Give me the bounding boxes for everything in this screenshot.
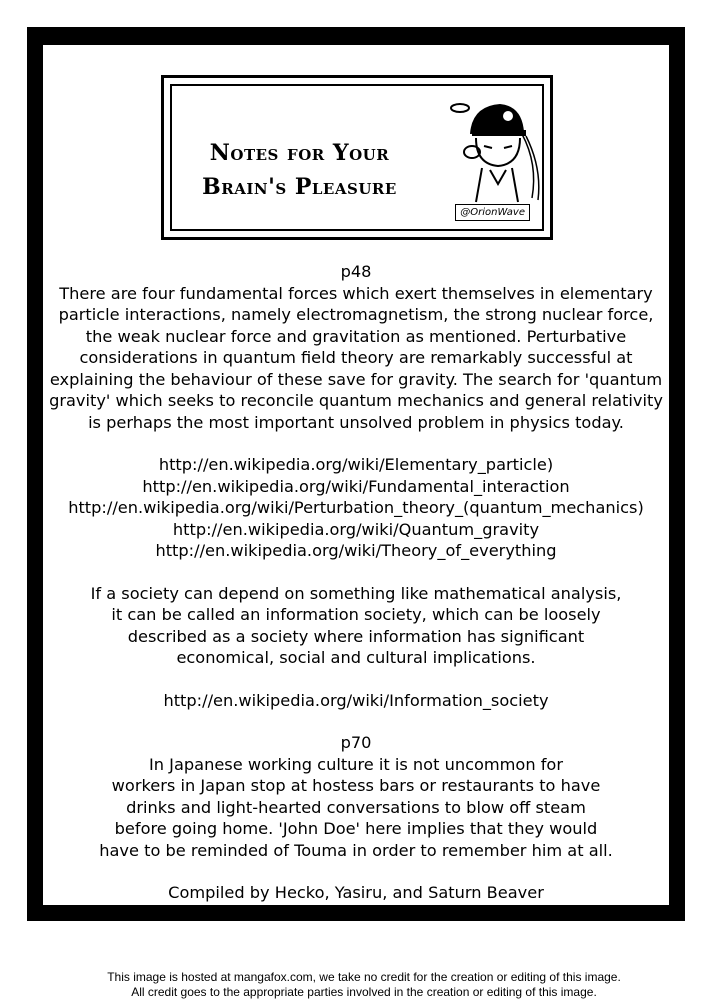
- society-line: economical, social and cultural implications.: [176, 648, 536, 667]
- p48-line: explaining the behaviour of these save for gravity. The search for 'quantum: [49, 369, 663, 389]
- page-label-p70: p70: [340, 733, 372, 752]
- notes-body: [43, 261, 669, 925]
- p48-line: considerations in quantum field theory are remarkably successful at: [79, 348, 633, 367]
- p70-line: workers in Japan stop at hostess bars or restaurants to have: [111, 776, 601, 795]
- p70-line: have to be reminded of Touma in order to remember him at all.: [99, 840, 613, 860]
- title-line-2: Brain's Pleasure: [202, 174, 397, 200]
- reference-link: http://en.wikipedia.org/wiki/Quantum_gravity: [172, 519, 540, 539]
- p48-line: gravity' which seeks to reconcile quantum mechanics and general relativity: [49, 391, 663, 410]
- p70-line: drinks and light-hearted conversations to blow off steam: [126, 797, 586, 817]
- reference-link: http://en.wikipedia.org/wiki/Information_society: [163, 690, 549, 710]
- title-box: [161, 75, 553, 240]
- society-line: If a society can depend on something like mathematical analysis,: [90, 583, 622, 603]
- compiled-credits: Compiled by Hecko, Yasiru, and Saturn Beaver: [168, 883, 544, 902]
- page-title: [172, 136, 427, 204]
- links-section-1: [43, 454, 669, 562]
- reference-link: http://en.wikipedia.org/wiki/Elementary_particle): [158, 455, 554, 474]
- reference-link: http://en.wikipedia.org/wiki/Perturbation_theory_(quantum_mechanics): [68, 498, 644, 517]
- page-label-p48: p48: [340, 262, 372, 281]
- p48-line: particle interactions, namely electromagnetism, the strong nuclear force,: [58, 305, 654, 324]
- reference-link: http://en.wikipedia.org/wiki/Theory_of_everything: [155, 541, 557, 560]
- links-section-2: [43, 690, 669, 712]
- title-box-inner: [170, 84, 544, 231]
- society-section: [43, 583, 669, 669]
- society-line: described as a society where information has significant: [127, 626, 585, 646]
- mascot-drawing: [442, 94, 542, 204]
- society-line: it can be called an information society, which can be loosely: [111, 605, 601, 624]
- p48-line: the weak nuclear force and gravitation as mentioned. Perturbative: [85, 326, 627, 346]
- p48-section: [43, 261, 669, 433]
- p48-line: There are four fundamental forces which exert themselves in elementary: [59, 283, 653, 303]
- disclaimer-line-2: All credit goes to the appropriate parties involved in the creation or editing of this image.: [131, 985, 597, 999]
- p70-section: [43, 732, 669, 861]
- p48-line: is perhaps the most important unsolved problem in physics today.: [88, 412, 624, 432]
- compiled-by: [43, 882, 669, 904]
- artist-credit: @OrionWave: [455, 204, 530, 221]
- page-content: [43, 45, 669, 905]
- p70-line: before going home. 'John Doe' here implies that they would: [114, 819, 598, 838]
- p70-line: In Japanese working culture it is not uncommon for: [149, 754, 563, 774]
- reference-link: http://en.wikipedia.org/wiki/Fundamental_interaction: [142, 476, 570, 496]
- disclaimer-line-1: This image is hosted at mangafox.com, we take no credit for the creation or editing of this image.: [107, 970, 621, 984]
- hosting-disclaimer: [0, 970, 728, 1000]
- title-line-1: Notes for Your: [209, 140, 390, 166]
